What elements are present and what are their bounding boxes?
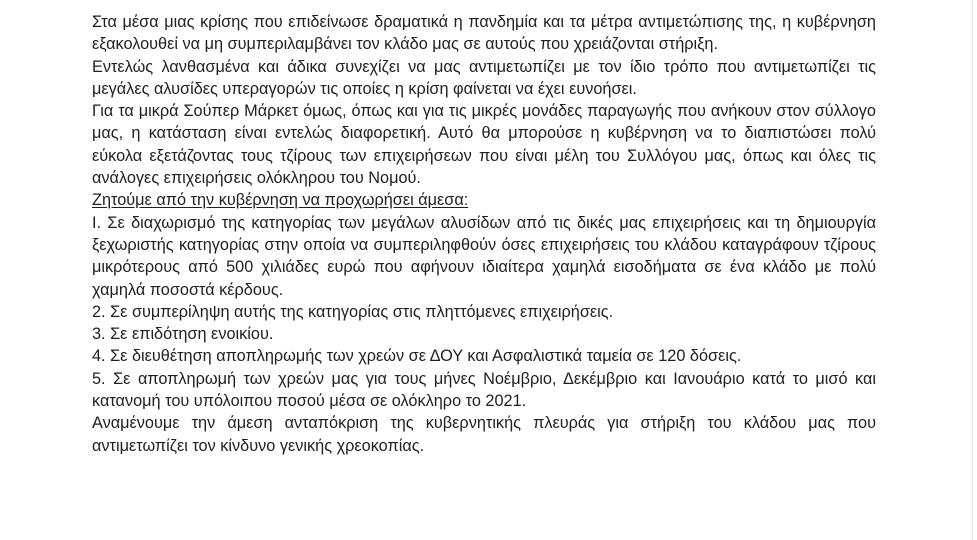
demands-heading-text: Ζητούμε από την κυβέρνηση να προχωρήσει άμεσα:	[92, 191, 469, 210]
closing-paragraph: Αναμένουμε την άμεση ανταπόκριση της κυβερνητικής πλευράς για στήριξη του κλάδου μας που αντιμετωπίζει τον κίνδυνο γενικής χρεοκοπίας.	[92, 414, 876, 455]
demand-item-3: 3. Σε επιδότηση ενοικίου.	[92, 325, 274, 344]
demand-item-4: 4. Σε διευθέτηση αποπληρωμής των χρεών σε ΔΟΥ και Ασφαλιστικά ταμεία σε 120 δόσεις.	[92, 347, 742, 366]
paragraph-unfair-treatment: Εντελώς λανθασμένα και άδικα συνεχίζει να μας αντιμετωπίζει με τον ίδιο τρόπο που αντιμετωπίζει τις μεγάλες αλυσίδες υπεραγορών τις οποίες η κρίση φαίνεται να έχει ευνοήσει.	[92, 57, 876, 98]
scan-edge-divider	[972, 0, 973, 540]
demand-item-5: 5. Σε αποπληρωμή των χρεών μας για τους μήνες Νοέμβριο, Δεκέμβριο και Ιανουάριο κατά το μισό και κατανομή του υπόλοιπου ποσού μέσα σε ολόκληρο το 2021.	[92, 369, 876, 411]
letter-body	[92, 11, 876, 457]
demands-heading	[92, 189, 876, 211]
paragraph-small-supermarkets: Για τα μικρά Σούπερ Μάρκετ όμως, όπως και για τις μικρές μονάδες παραγωγής που ανήκουν στον σύλλογο μας, η κατάσταση είναι εντελώς διαφορετική. Αυτό θα μπορούσε η κυβέρνηση να το διαπιστώσει πολύ εύκολα εξετάζοντας τους τζίρους των επιχειρήσεων που είναι μέλη του Συλλόγου μας, όπως και όλες τις ανάλογες επιχειρήσεις ολόκληρου του Νομού.	[92, 102, 876, 188]
paragraph-crisis: Στα μέσα μιας κρίσης που επιδείνωσε δραματικά η πανδημία και τα μέτρα αντιμετώπισης της, η κυβέρνηση εξακολουθεί να μη συμπεριλαμβάνει τον κλάδο μας σε αυτούς που χρειάζονται στήριξη.	[92, 13, 876, 54]
demand-item-1: I. Σε διαχωρισμό της κατηγορίας των μεγάλων αλυσίδων από τις δικές μας επιχειρήσεις και τη δημιουργία ξεχωριστής κατηγορίας στην οποία να συμπεριληφθούν όσες επιχειρήσεις του κλάδου καταγράφουν τζίρους μικρότερους από 500 χιλιάδες ευρώ που αφήνουν ιδιαίτερα χαμηλά εισοδήματα σε ένα κλάδο με πολύ χαμηλά ποσοστά κέρδους.	[92, 213, 876, 299]
demand-item-2: 2. Σε συμπερίληψη αυτής της κατηγορίας στις πληττόμενες επιχειρήσεις.	[92, 302, 614, 321]
